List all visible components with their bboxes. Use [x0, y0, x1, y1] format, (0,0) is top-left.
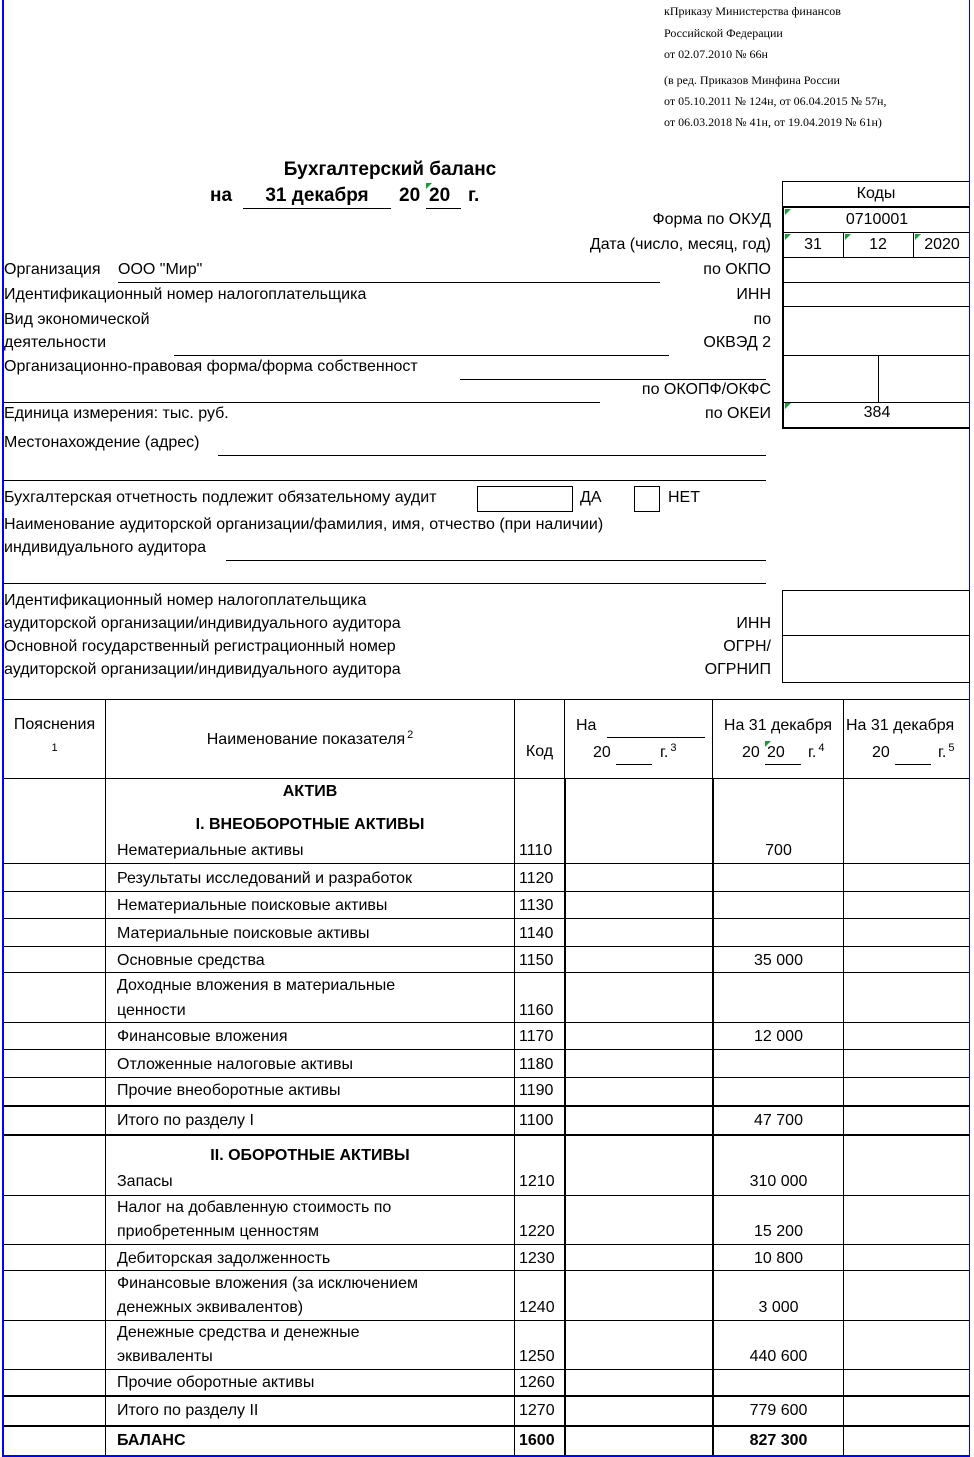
row-name: Денежные средства и денежные: [117, 1324, 360, 1341]
okei-value: 384: [863, 404, 891, 421]
codes-left-line: [782, 181, 783, 207]
date-month: 12: [869, 236, 887, 253]
order-note-line: от 02.07.2010 № 66н: [664, 47, 768, 61]
row-line: [4, 1270, 970, 1271]
col-p2-unit: [808, 744, 824, 763]
okopf-divider: [878, 355, 879, 402]
row-line-thick: [4, 1105, 970, 1107]
col-name-header: [106, 731, 514, 750]
cell-marker: [785, 234, 791, 240]
row-value[interactable]: 3 000: [758, 1299, 799, 1316]
address-underline: [4, 480, 766, 481]
inn-code-label: ИНН: [736, 286, 771, 303]
activity-label: деятельности: [4, 334, 107, 351]
col-p3-sup: 5: [948, 742, 955, 754]
row-name: Прочие внеоборотные активы: [117, 1082, 341, 1099]
row-line: [4, 863, 970, 864]
auditor-inn-code: ИНН: [736, 615, 771, 632]
audit-subject-label: Бухгалтерская отчетность подлежит обязательному аудит: [4, 489, 437, 506]
row-code: 1270: [519, 1402, 555, 1419]
report-year-unit: г.: [468, 185, 480, 206]
row-name: Налог на добавленную стоимость по: [117, 1199, 392, 1216]
row-name-line2: денежных эквивалентов): [117, 1299, 304, 1316]
row-code: 1140: [519, 925, 554, 942]
auditor-ogrn-code: ОГРНИП: [704, 661, 771, 678]
row-line: [4, 1077, 970, 1078]
row-line-thick: [4, 1425, 970, 1427]
col-name-text: Наименование показателя: [206, 731, 406, 748]
report-date: 31 декабря: [265, 185, 369, 206]
activity-underline: [174, 355, 669, 356]
col-p1-unit: [660, 744, 676, 763]
table-header-line: [4, 778, 970, 779]
row-name: Материальные поисковые активы: [117, 925, 370, 942]
row-code: 1250: [519, 1348, 555, 1365]
codes-header: Коды: [856, 185, 896, 202]
col-notes-sup: 1: [51, 742, 58, 754]
row-line: [4, 1244, 970, 1245]
row-name: Прочие оборотные активы: [117, 1374, 315, 1391]
cell-marker: [785, 403, 791, 409]
cell-marker: [845, 234, 851, 240]
col-p1-unit-text: г.: [660, 744, 669, 761]
row-line: [4, 972, 970, 973]
audit-no-box[interactable]: [634, 486, 660, 512]
col-code-header: Код: [525, 743, 554, 760]
okved-label: по: [753, 311, 771, 328]
auditor-name-label: Наименование аудиторской организации/фамилия, имя, отчество (при наличии): [4, 516, 604, 533]
auditor-name-label: индивидуального аудитора: [4, 539, 207, 556]
row-name: Финансовые вложения: [117, 1028, 288, 1045]
address-label: Местонахождение (адрес): [4, 434, 200, 451]
legal-form-label: Организационно-правовая форма/форма собственност: [4, 358, 418, 375]
okpo-label: по ОКПО: [703, 261, 771, 278]
col-p1-header: На: [576, 717, 597, 734]
aktiv-heading: АКТИВ: [282, 783, 338, 800]
col-p2-year-prefix: 20: [742, 744, 760, 761]
row-line-thick: [4, 1134, 970, 1136]
date-cell-divider: [843, 232, 844, 257]
row-value[interactable]: 47 700: [754, 1112, 803, 1129]
address-underline: [218, 455, 766, 456]
row-name: БАЛАНС: [117, 1432, 186, 1449]
col-notes-header: Пояснения: [13, 716, 96, 733]
date-day: 31: [804, 236, 822, 253]
auditor-ogrn-code: ОГРН/: [723, 638, 771, 655]
row-code: 1210: [519, 1173, 555, 1190]
okei-label: по ОКЕИ: [705, 405, 771, 422]
row-code: 1150: [519, 952, 554, 969]
row-code: 1160: [519, 1002, 554, 1019]
inn-label: Идентификационный номер налогоплательщика: [4, 286, 367, 303]
table-col-divider: [564, 699, 565, 779]
row-line: [4, 946, 970, 947]
row-name: Дебиторская задолженность: [117, 1250, 331, 1267]
col-p3-year-underline: [895, 764, 931, 765]
row-name: Итого по разделу I: [117, 1112, 254, 1129]
year-underline: [426, 208, 461, 209]
codes-header-line: [782, 206, 970, 208]
codes-row-line: [784, 232, 970, 233]
row-code: 1120: [519, 870, 554, 887]
row-value[interactable]: 700: [765, 842, 792, 859]
col-p1-year-underline: [616, 764, 652, 765]
col-p2-header: На 31 декабря: [723, 717, 833, 734]
row-code: 1220: [519, 1223, 555, 1240]
section2-heading: II. ОБОРОТНЫЕ АКТИВЫ: [210, 1147, 410, 1164]
order-note-line: от 06.03.2018 № 41н, от 19.04.2019 № 61н): [664, 115, 882, 129]
row-value[interactable]: 827 300: [749, 1432, 808, 1449]
auditor-ogrn-label: аудиторской организации/индивидуального аудитора: [4, 661, 401, 678]
org-value: ООО "Мир": [118, 261, 203, 278]
legal-form-underline: [4, 402, 600, 403]
auditor-inn-label: аудиторской организации/индивидуального аудитора: [4, 615, 401, 632]
audit-yes-label: ДА: [580, 489, 602, 506]
date-label: Дата (число, месяц, год): [589, 236, 771, 253]
row-code: 1100: [519, 1112, 554, 1129]
row-code: 1190: [519, 1082, 554, 1099]
audit-yes-box[interactable]: [477, 486, 573, 512]
row-value[interactable]: 440 600: [749, 1348, 808, 1365]
okopf-label: по ОКОПФ/ОКФС: [641, 381, 771, 398]
order-note-line: от 05.10.2011 № 124н, от 06.04.2015 № 57н,: [664, 94, 887, 108]
row-value[interactable]: 10 800: [754, 1250, 803, 1267]
date-cell-divider: [913, 232, 914, 257]
col-p3-unit-text: г.: [938, 744, 947, 761]
row-code: 1110: [519, 842, 553, 859]
row-name: Финансовые вложения (за исключением: [117, 1275, 418, 1292]
col-p2-year: 20: [767, 744, 785, 761]
row-code: 1260: [519, 1374, 555, 1391]
auditor-name-underline: [226, 560, 766, 561]
title-prefix: на: [210, 185, 233, 206]
row-code: 1600: [519, 1432, 555, 1449]
row-line: [4, 1320, 970, 1321]
order-note-line: кПриказу Министерства финансов: [664, 4, 841, 18]
auditor-inn-box[interactable]: [782, 590, 970, 636]
table-col-divider: [712, 699, 713, 779]
row-line: [4, 1022, 970, 1023]
row-line: [4, 1195, 970, 1196]
row-code: 1170: [519, 1028, 554, 1045]
row-name: Отложенные налоговые активы: [117, 1056, 353, 1073]
row-name: Нематериальные активы: [117, 842, 304, 859]
row-code: 1240: [519, 1299, 555, 1316]
row-value[interactable]: 12 000: [754, 1028, 803, 1045]
row-name: Результаты исследований и разработок: [117, 870, 413, 887]
row-name: Итого по разделу II: [117, 1402, 259, 1419]
codes-row-line: [784, 402, 970, 403]
col-p1-year: 20: [593, 744, 611, 761]
row-code: 1180: [519, 1056, 554, 1073]
table-col-divider-thick: [564, 778, 566, 1455]
cell-marker: [915, 234, 921, 240]
order-note-line: Российской Федерации: [664, 26, 783, 40]
col-p3-header: На 31 декабря: [846, 717, 955, 734]
cell-marker: [785, 209, 791, 215]
unit-label: Единица измерения: тыс. руб.: [4, 405, 229, 422]
row-line: [4, 1369, 970, 1370]
col-p1-sup: 3: [670, 742, 677, 754]
row-name-line2: ценности: [117, 1002, 186, 1019]
col-p1-underline: [607, 737, 705, 738]
okud-label: Форма по ОКУД: [652, 211, 771, 228]
table-top-line: [4, 699, 970, 700]
auditor-ogrn-box[interactable]: [782, 635, 970, 683]
col-p2-year-underline: [765, 764, 801, 765]
date-year: 2020: [924, 236, 960, 253]
codes-row-line: [784, 306, 970, 307]
row-value[interactable]: 35 000: [754, 952, 803, 969]
report-year: 20: [429, 185, 451, 206]
cell-marker: [426, 183, 432, 189]
row-value[interactable]: 310 000: [749, 1173, 808, 1190]
col-p2-unit-text: г.: [808, 744, 817, 761]
codes-row-line: [784, 282, 970, 283]
legal-form-underline: [460, 379, 766, 380]
codes-top-line: [782, 181, 970, 182]
col-p3-unit: [938, 744, 954, 763]
auditor-name-underline: [4, 583, 766, 584]
row-value[interactable]: 15 200: [754, 1223, 803, 1240]
row-name-line2: эквиваленты: [117, 1348, 213, 1365]
report-year-prefix: 20: [399, 185, 421, 206]
audit-no-label: НЕТ: [668, 489, 700, 506]
codes-row-line: [784, 257, 970, 258]
row-line: [4, 1049, 970, 1050]
okud-value: 0710001: [845, 211, 909, 228]
row-name-line2: приобретенным ценностям: [117, 1223, 319, 1240]
row-name: Доходные вложения в материальные: [117, 977, 396, 994]
row-line: [4, 918, 970, 919]
col-name-sup: 2: [407, 729, 414, 741]
col-p3-year: 20: [872, 744, 890, 761]
okved-label: ОКВЭД 2: [703, 334, 771, 351]
row-code: 1230: [519, 1250, 555, 1267]
row-code: 1130: [519, 897, 554, 914]
auditor-ogrn-label: Основной государственный регистрационный номер: [4, 638, 396, 655]
auditor-inn-label: Идентификационный номер налогоплательщика: [4, 592, 367, 609]
row-name: Нематериальные поисковые активы: [117, 897, 388, 914]
org-label: Организация: [4, 261, 101, 278]
row-name: Запасы: [117, 1173, 173, 1190]
date-underline: [243, 208, 391, 209]
codes-bottom-line: [782, 427, 970, 429]
row-name: Основные средства: [117, 952, 265, 969]
org-underline: [118, 282, 660, 283]
activity-label: Вид экономической: [4, 311, 150, 328]
col-p2-sup: 4: [818, 742, 825, 754]
cell-marker: [765, 741, 771, 747]
codes-row-line: [784, 355, 970, 356]
section1-heading: I. ВНЕОБОРОТНЫЕ АКТИВЫ: [195, 816, 425, 833]
row-value[interactable]: 779 600: [749, 1402, 808, 1419]
document-title: Бухгалтерский баланс: [283, 159, 497, 180]
row-line-thick: [4, 1395, 970, 1397]
row-line: [4, 891, 970, 892]
order-note-line: (в ред. Приказов Минфина России: [664, 73, 840, 87]
